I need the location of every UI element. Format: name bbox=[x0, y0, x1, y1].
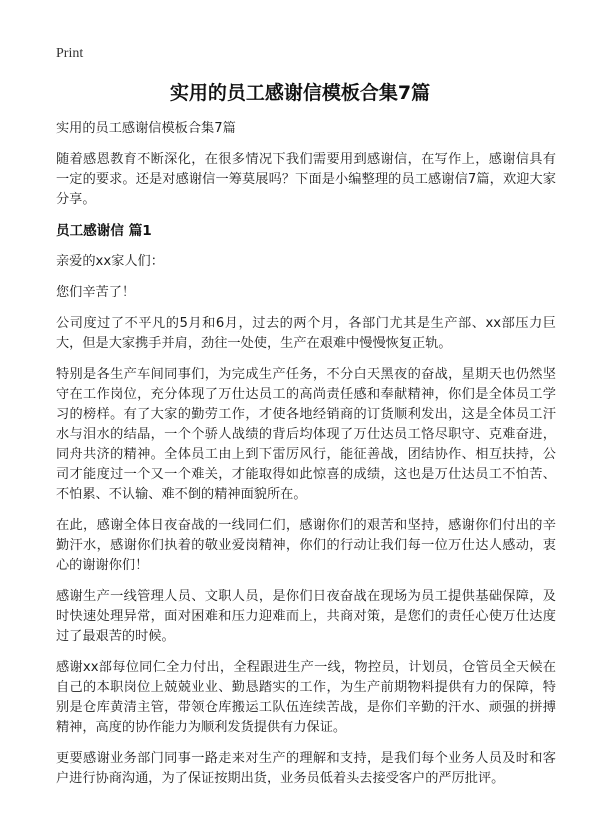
body-paragraph: 更要感谢业务部门同事一路走来对生产的理解和支持，是我们每个业务人员及时和客户进行协商沟通，为了保证按期出货，业务员低着头去接受客户的严厉批评。 bbox=[56, 751, 556, 786]
body-paragraph: 公司度过了不平凡的5月和6月，过去的两个月，各部门尤其是生产部、xx部压力巨大，但是大家携手并肩，劲往一处使，生产在艰难中慢慢恢复正轨。 bbox=[56, 316, 556, 351]
intro-paragraph: 随着感恩教育不断深化，在很多情况下我们需要用到感谢信，在写作上，感谢信具有一定的要求。还是对感谢信一筹莫展吗？下面是小编整理的员工感谢信7篇，欢迎大家分享。 bbox=[56, 152, 556, 207]
body-paragraph: 感谢生产一线管理人员、文职人员，是你们日夜奋战在现场为员工提供基础保障，及时快速处理异常，面对困难和压力迎难而上，共商对策，是您们的责任心使万仕达度过了最艰苦的时候。 bbox=[56, 589, 556, 644]
body-paragraph: 感谢xx部每位同仁全力付出，全程跟进生产一线，物控员，计划员，仓管员全天候在自己的本职岗位上兢兢业业、勤恳踏实的工作，为生产前期物料提供有力的保障，特别是仓库黄清主管，带领仓库搬运工队伍连续苦战，是你们辛勤的汗水、顽强的拼搏精神，高度的协作能力为顺利发货提供有力保证。 bbox=[56, 660, 556, 735]
document-body bbox=[56, 119, 556, 800]
document-title: 实用的员工感谢信模板合集7篇 bbox=[169, 82, 431, 104]
document-subtitle: 实用的员工感谢信模板合集7篇 bbox=[56, 121, 236, 136]
greeting: 您们辛苦了！ bbox=[56, 285, 136, 300]
body-paragraph: 在此，感谢全体日夜奋战的一线同仁们，感谢你们的艰苦和坚持，感谢你们付出的辛勤汗水，感谢你们执着的敬业爱岗精神，你们的行动让我们每一位万仕达人感动，衷心的谢谢你们！ bbox=[56, 518, 556, 573]
section-heading: 员工感谢信 篇1 bbox=[56, 223, 152, 239]
body-paragraph: 特别是各生产车间同事们，为完成生产任务，不分白天黑夜的奋战，星期天也仍然坚守在工作岗位，充分体现了万仕达员工的高尚责任感和奉献精神，你们是全体员工学习的榜样。有了大家的勤劳工作，才使各地经销商的订货顺利发出，这是全体员工汗水与泪水的结晶，一个个骄人战绩的背后均体现了万仕达员工恪尽职守、克难奋进，同舟共济的精神。全体员工由上到下雷厉风行，能征善战，团结协作、相互扶持，公司才能度过一个又一个难关，才能取得如此惊喜的成绩，这也是万仕达员工不怕苦、不怕累、不认输、难不倒的精神面貌所在。 bbox=[56, 367, 556, 502]
salutation: 亲爱的xx家人们： bbox=[56, 254, 164, 269]
print-link[interactable]: Print bbox=[56, 46, 84, 61]
